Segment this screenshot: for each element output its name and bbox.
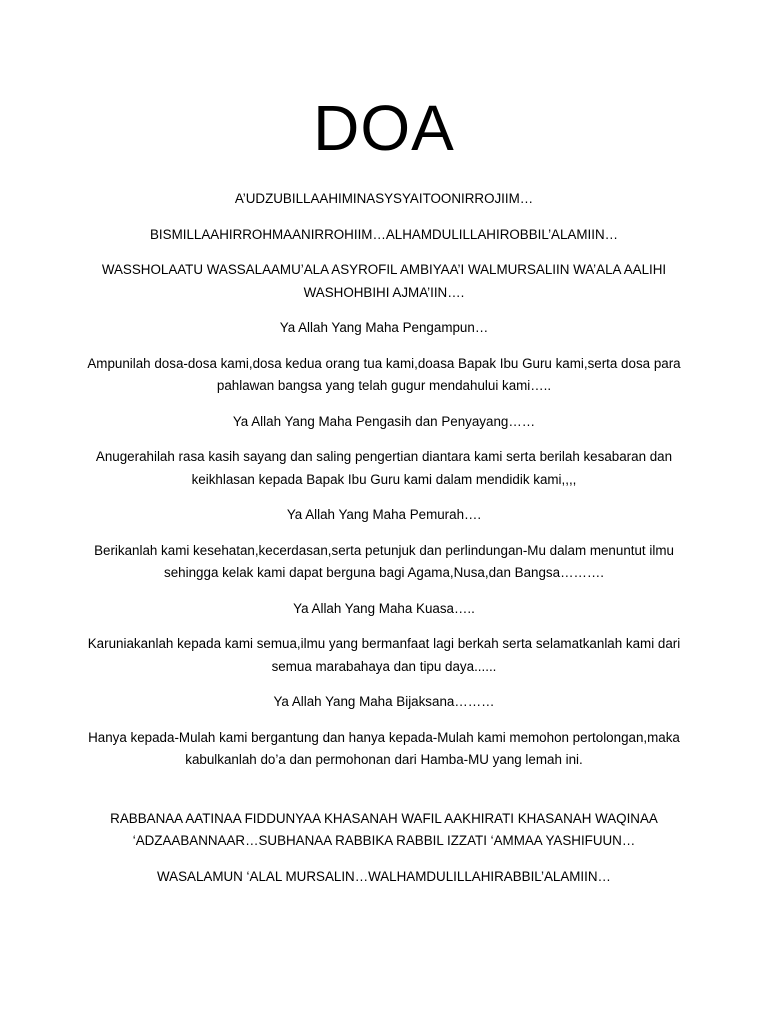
paragraph-heading-kuasa: Ya Allah Yang Maha Kuasa….. <box>293 600 475 616</box>
paragraph-sholawat: WASSHOLAATU WASSALAAMU’ALA ASYROFIL AMBIYAA’I WALMURSALIIN WA’ALA AALIHI WASHOHBIHI AJMA’IIN…. <box>101 262 667 300</box>
paragraph-closing: WASALAMUN ‘ALAL MURSALIN…WALHAMDULILLAHIRABBIL’ALAMIIN… <box>157 868 611 884</box>
paragraph-ampunilah: Ampunilah dosa-dosa kami,dosa kedua orang tua kami,doasa Bapak Ibu Guru kami,serta dosa para pahlawan bangsa yang telah gugur mendahului kami….. <box>87 355 681 393</box>
paragraph-spacer <box>84 785 684 808</box>
paragraph-basmalah: BISMILLAAHIRROHMAANIRROHIIM…ALHAMDULILLAHIROBBIL’ALAMIIN… <box>149 226 619 242</box>
paragraph-heading-pengampun: Ya Allah Yang Maha Pengampun… <box>279 320 489 335</box>
paragraph-rabbanaa: RABBANAA AATINAA FIDDUNYAA KHASANAH WAFIL AAKHIRATI KHASANAH WAQINAA ‘ADZAABANNAAR…SUBHANAA RABBIKA RABBIL IZZATI ‘AMMAA YASHIFUUN… <box>110 810 658 848</box>
document-body <box>84 188 684 901</box>
paragraph-anugerahilah: Anugerahilah rasa kasih sayang dan saling pengertian diantara kami serta berilah kesabaran dan keikhlasan kepada Bapak Ibu Guru kami dalam mendidik kami,,,, <box>95 449 673 487</box>
paragraph-heading-bijaksana: Ya Allah Yang Maha Bijaksana……… <box>273 694 495 709</box>
paragraph-hanya-kepada-mu: Hanya kepada-Mulah kami bergantung dan hanya kepada-Mulah kami memohon pertolongan,maka kabulkanlah do’a dan permohonan dari Hamba-MU yang lemah ini. <box>88 729 680 767</box>
paragraph-taawudz: A’UDZUBILLAAHIMINASYSYAITOONIRROJIIM… <box>234 191 534 206</box>
paragraph-karuniakanlah: Karuniakanlah kepada kami semua,ilmu yang bermanfaat lagi berkah serta selamatkanlah kami dari semua marabahaya dan tipu daya...... <box>87 636 681 674</box>
paragraph-heading-pemurah: Ya Allah Yang Maha Pemurah…. <box>286 507 482 522</box>
paragraph-heading-pengasih: Ya Allah Yang Maha Pengasih dan Penyayang…… <box>232 413 536 429</box>
document-title: DOA <box>313 92 455 164</box>
paragraph-berikanlah: Berikanlah kami kesehatan,kecerdasan,serta petunjuk dan perlindungan-Mu dalam menuntut ilmu sehingga kelak kami dapat berguna bagi Agama,Nusa,dan Bangsa………. <box>94 542 674 580</box>
